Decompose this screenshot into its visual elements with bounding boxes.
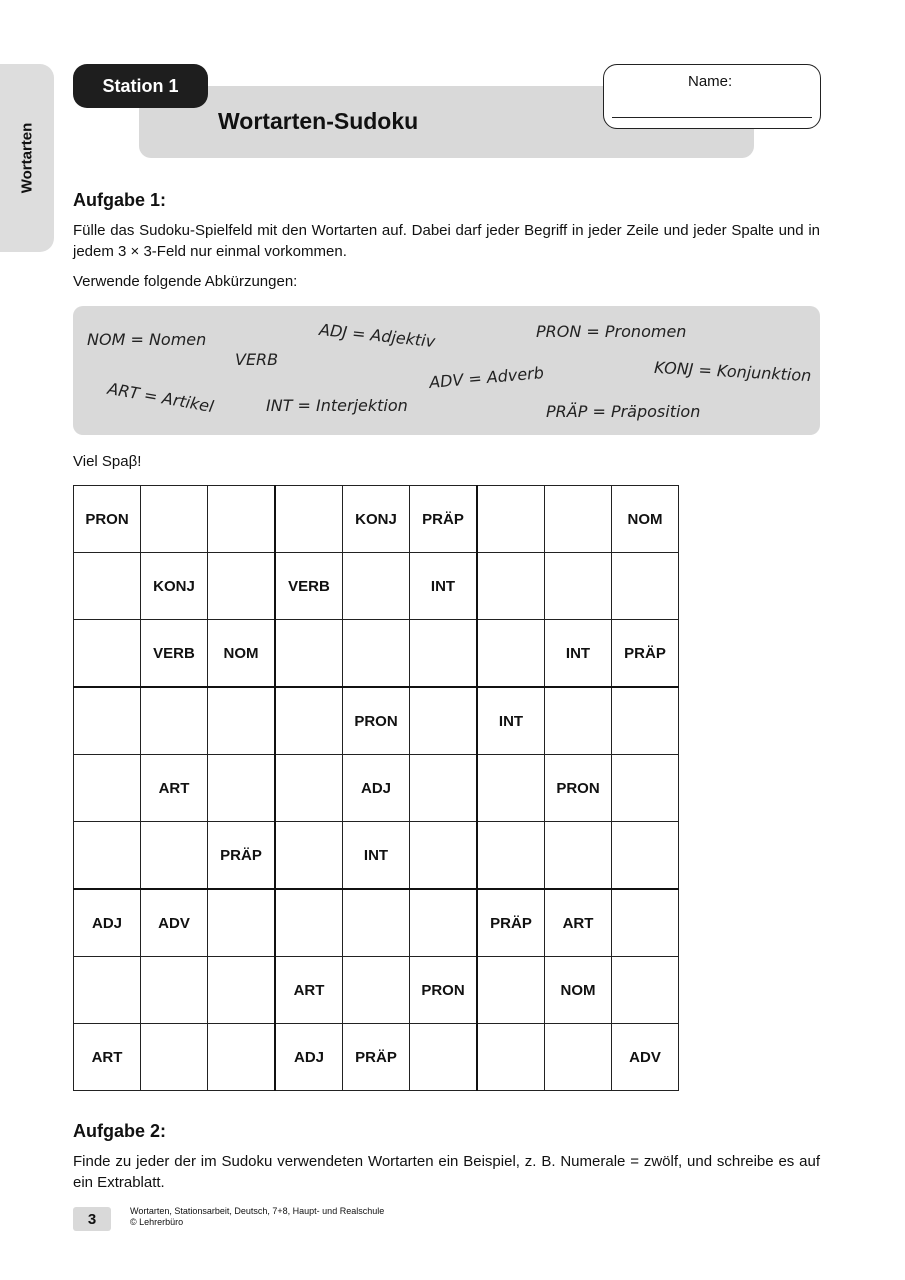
sudoku-cell[interactable] — [410, 687, 478, 755]
sudoku-cell[interactable]: VERB — [141, 620, 208, 688]
sudoku-cell[interactable] — [410, 1024, 478, 1091]
sudoku-cell[interactable]: ADV — [141, 889, 208, 957]
sudoku-cell[interactable]: ART — [545, 889, 612, 957]
abbr-pron: PRON = Pronomen — [536, 322, 687, 341]
sudoku-cell[interactable] — [477, 620, 545, 688]
sudoku-cell[interactable] — [477, 486, 545, 553]
sudoku-cell[interactable]: PRON — [545, 755, 612, 822]
sudoku-cell[interactable] — [477, 553, 545, 620]
sudoku-cell[interactable] — [74, 687, 141, 755]
sudoku-cell[interactable]: KONJ — [343, 486, 410, 553]
sudoku-cell[interactable]: NOM — [545, 957, 612, 1024]
sudoku-cell[interactable]: VERB — [275, 553, 343, 620]
sudoku-cell[interactable] — [275, 486, 343, 553]
sudoku-cell[interactable] — [545, 486, 612, 553]
sudoku-cell[interactable] — [275, 620, 343, 688]
sudoku-cell[interactable] — [477, 755, 545, 822]
sudoku-cell[interactable] — [410, 755, 478, 822]
sudoku-cell[interactable] — [74, 822, 141, 890]
fun-text: Viel Spaβ! — [73, 453, 142, 470]
abbr-int: INT = Interjektion — [266, 396, 408, 415]
abbr-konj: KONJ = Konjunktion — [653, 357, 812, 386]
sudoku-cell[interactable]: INT — [410, 553, 478, 620]
sudoku-cell[interactable]: NOM — [612, 486, 679, 553]
sudoku-cell[interactable]: PRÄP — [208, 822, 276, 890]
sudoku-cell[interactable] — [208, 486, 276, 553]
sudoku-cell[interactable]: ADJ — [275, 1024, 343, 1091]
sudoku-cell[interactable] — [74, 620, 141, 688]
sudoku-cell[interactable]: PRÄP — [612, 620, 679, 688]
sudoku-cell[interactable] — [208, 1024, 276, 1091]
sudoku-cell[interactable]: PRON — [74, 486, 141, 553]
sudoku-cell[interactable] — [343, 620, 410, 688]
footer-copyright: © Lehrerbüro — [130, 1217, 184, 1227]
page-number: 3 — [73, 1207, 111, 1231]
sudoku-cell[interactable] — [612, 889, 679, 957]
sudoku-cell[interactable] — [74, 755, 141, 822]
sudoku-cell[interactable] — [612, 957, 679, 1024]
sudoku-cell[interactable] — [208, 687, 276, 755]
sudoku-cell[interactable]: NOM — [208, 620, 276, 688]
sudoku-cell[interactable]: PRÄP — [343, 1024, 410, 1091]
abbr-art: ART = Artikel — [106, 378, 216, 417]
side-tab — [0, 64, 54, 252]
footer-line1: Wortarten, Stationsarbeit, Deutsch, 7+8, Haupt- und Realschule — [130, 1206, 385, 1216]
sudoku-cell[interactable] — [275, 755, 343, 822]
name-label: Name: — [688, 73, 733, 90]
sudoku-cell[interactable] — [545, 687, 612, 755]
sudoku-cell[interactable] — [275, 687, 343, 755]
sudoku-cell[interactable] — [208, 957, 276, 1024]
sudoku-cell[interactable] — [74, 553, 141, 620]
sudoku-cell[interactable] — [208, 889, 276, 957]
sudoku-cell[interactable] — [275, 889, 343, 957]
sudoku-row — [74, 1024, 679, 1091]
sudoku-cell[interactable] — [545, 553, 612, 620]
sudoku-cell[interactable]: ART — [141, 755, 208, 822]
sudoku-cell[interactable] — [343, 889, 410, 957]
abbr-adj: ADJ = Adjektiv — [318, 319, 437, 352]
side-tab-label: Wortarten — [18, 122, 36, 194]
sudoku-cell[interactable] — [275, 822, 343, 890]
sudoku-cell[interactable] — [141, 957, 208, 1024]
sudoku-cell[interactable]: KONJ — [141, 553, 208, 620]
sudoku-cell[interactable] — [410, 889, 478, 957]
sudoku-grid — [73, 485, 679, 1091]
sudoku-row — [74, 486, 679, 553]
task2-text: Finde zu jeder der im Sudoku verwendeten Wortarten ein Beispiel, z. B. Numerale = zwölf, und schreibe es auf ein Extrablatt. — [73, 1153, 820, 1191]
sudoku-cell[interactable] — [612, 687, 679, 755]
sudoku-cell[interactable]: ART — [275, 957, 343, 1024]
sudoku-cell[interactable] — [141, 822, 208, 890]
sudoku-cell[interactable]: ADJ — [74, 889, 141, 957]
sudoku-cell[interactable] — [74, 957, 141, 1024]
task1-text: Fülle das Sudoku-Spielfeld mit den Wortarten auf. Dabei darf jeder Begriff in jeder Zeile und jeder Spalte und in jedem 3 × 3-Feld nur einmal vorkommen. — [73, 222, 820, 260]
sudoku-cell[interactable]: ADJ — [343, 755, 410, 822]
abbr-intro: Verwende folgende Abkürzungen: — [73, 273, 298, 290]
abbr-nom: NOM = Nomen — [87, 330, 207, 349]
abbr-praep: PRÄP = Präposition — [546, 402, 701, 421]
abbr-adv: ADV = Adverb — [428, 363, 545, 392]
sudoku-row — [74, 553, 679, 620]
name-line — [612, 117, 812, 118]
sudoku-cell[interactable] — [545, 1024, 612, 1091]
sudoku-row — [74, 889, 679, 957]
sudoku-cell[interactable] — [208, 755, 276, 822]
sudoku-cell[interactable]: PRON — [410, 957, 478, 1024]
sudoku-cell[interactable]: PRON — [343, 687, 410, 755]
sudoku-cell[interactable] — [477, 1024, 545, 1091]
sudoku-cell[interactable] — [612, 553, 679, 620]
abbr-verb: VERB — [235, 350, 279, 369]
sudoku-cell[interactable] — [343, 957, 410, 1024]
station-badge: Station 1 — [73, 64, 208, 108]
sudoku-cell[interactable]: INT — [477, 687, 545, 755]
task2-heading: Aufgabe 2: — [73, 1121, 167, 1141]
sudoku-row — [74, 620, 679, 688]
name-field[interactable] — [603, 64, 821, 129]
task1-heading: Aufgabe 1: — [73, 190, 167, 210]
sudoku-cell[interactable] — [545, 822, 612, 890]
sudoku-row — [74, 957, 679, 1024]
sudoku-cell[interactable] — [141, 687, 208, 755]
sudoku-cell[interactable]: INT — [343, 822, 410, 890]
sudoku-cell[interactable] — [141, 1024, 208, 1091]
sudoku-cell[interactable] — [343, 553, 410, 620]
sudoku-cell[interactable] — [612, 822, 679, 890]
sudoku-row — [74, 822, 679, 890]
sudoku-cell[interactable]: PRÄP — [410, 486, 478, 553]
sudoku-cell[interactable]: ADV — [612, 1024, 679, 1091]
sudoku-cell[interactable] — [410, 822, 478, 890]
sudoku-row — [74, 687, 679, 755]
footer-credits — [130, 1206, 384, 1228]
abbreviation-box — [73, 306, 820, 435]
sudoku-cell[interactable]: INT — [545, 620, 612, 688]
sudoku-cell[interactable] — [477, 957, 545, 1024]
sudoku-cell[interactable] — [141, 486, 208, 553]
sudoku-cell[interactable] — [410, 620, 478, 688]
page-title: Wortarten-Sudoku — [218, 108, 419, 134]
sudoku-row — [74, 755, 679, 822]
sudoku-cell[interactable] — [208, 553, 276, 620]
sudoku-cell[interactable]: PRÄP — [477, 889, 545, 957]
sudoku-cell[interactable] — [477, 822, 545, 890]
sudoku-cell[interactable]: ART — [74, 1024, 141, 1091]
sudoku-cell[interactable] — [612, 755, 679, 822]
